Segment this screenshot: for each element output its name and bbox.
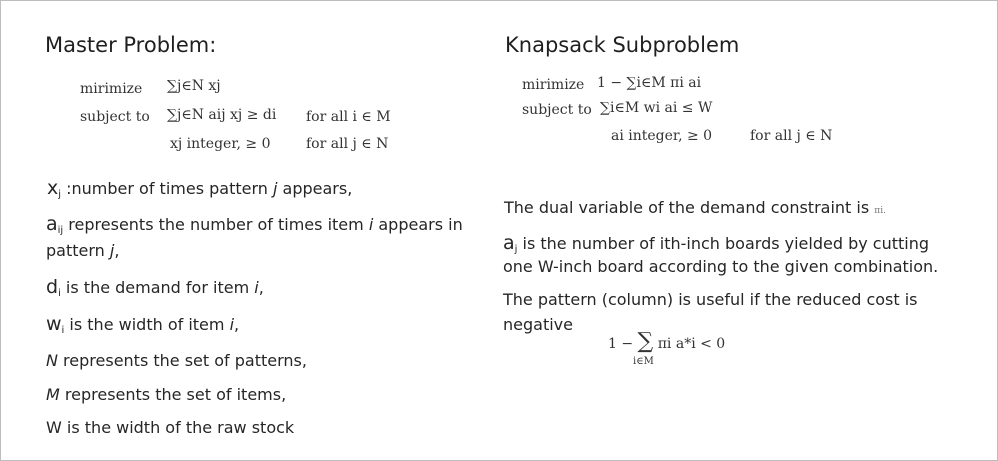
def-d-tail: , [258,278,264,297]
def-d [46,276,264,299]
def-x-var: j [273,179,278,198]
def-w [46,313,239,336]
reduced-cost-sum-index: i∈M [633,356,654,367]
summation-sigma-icon: ∑ [637,329,654,354]
def-w-text: is the width of item [64,315,230,334]
master-objective: ∑j∈N xj [167,78,221,94]
knapsack-objective: 1 − ∑i∈M πi ai [597,75,702,91]
def-N-var: N [46,351,58,370]
master-integrality-condition: for all j ∈ N [306,136,389,152]
def-x-subscript: j [58,189,62,200]
def-w-tail: , [234,315,240,334]
def-d-symbol: d [46,276,59,298]
master-subject-to-keyword: subject to [80,109,150,125]
def-M-var: M [46,385,60,404]
def-x-symbol: x [47,177,59,199]
def-w-subscript: i [61,325,65,336]
def-d-subscript: i [58,288,61,299]
def-d-var: i [254,278,259,297]
def-a-line2 [46,241,119,260]
reduced-cost-inequality [608,331,725,353]
def-M [46,385,286,404]
pattern-useful-line2: negative [503,315,573,334]
knapsack-integrality: ai integer, ≥ 0 [611,128,713,144]
def-a-text-2: appears in [373,215,463,234]
reduced-cost-relation: < 0 [700,336,726,352]
def-aj-text: is the number of ith-inch boards yielded by cutting [517,234,930,253]
master-minimize-keyword: mirimize [80,81,143,97]
knapsack-integrality-condition: for all j ∈ N [750,128,833,144]
reduced-cost-term: πi a*i [657,336,696,352]
master-demand-condition: for all i ∈ M [306,109,391,125]
def-N-text: represents the set of patterns, [57,351,307,370]
def-a-var-i: i [368,215,374,234]
def-x-tail: appears, [277,179,353,198]
reduced-cost-lead: 1 − [608,336,634,352]
def-d-text: is the demand for item [60,278,255,297]
def-a-symbol: a [46,213,58,235]
dual-variable-symbol: πi. [874,206,886,216]
def-a-text: represents the number of times item [63,215,369,234]
def-aj [503,232,929,255]
def-W: W is the width of the raw stock [46,418,295,437]
def-w-var: i [229,315,235,334]
def-x [47,177,352,200]
def-N [46,351,307,370]
pattern-useful-line1: The pattern (column) is useful if the reduced cost is [503,290,918,309]
def-aj-symbol: a [503,232,515,254]
def-a [46,213,463,236]
def-aj-line2: one W-inch board according to the given combination. [503,257,939,276]
def-x-text: :number of times pattern [61,179,273,198]
master-demand-constraint: ∑j∈N aij xj ≥ di [167,107,277,123]
def-w-symbol: w [46,313,62,335]
def-a-var-j: j [109,241,115,260]
knapsack-subject-to-keyword: subject to [522,102,592,118]
def-M-text: represents the set of items, [59,385,287,404]
knapsack-capacity-constraint: ∑i∈M wi ai ≤ W [600,100,713,116]
knapsack-subproblem-title: Knapsack Subproblem [505,33,740,57]
def-a-line2-text: pattern [46,241,110,260]
def-a-line2-tail: , [114,241,120,260]
def-aj-subscript: j [514,244,518,255]
knapsack-minimize-keyword: mirimize [522,77,585,93]
dual-variable-sentence [504,198,886,217]
def-a-subscript: ij [57,225,64,236]
dual-variable-text: The dual variable of the demand constraint is [504,198,870,217]
master-integrality: xj integer, ≥ 0 [170,136,271,152]
master-problem-title: Master Problem: [45,33,217,57]
